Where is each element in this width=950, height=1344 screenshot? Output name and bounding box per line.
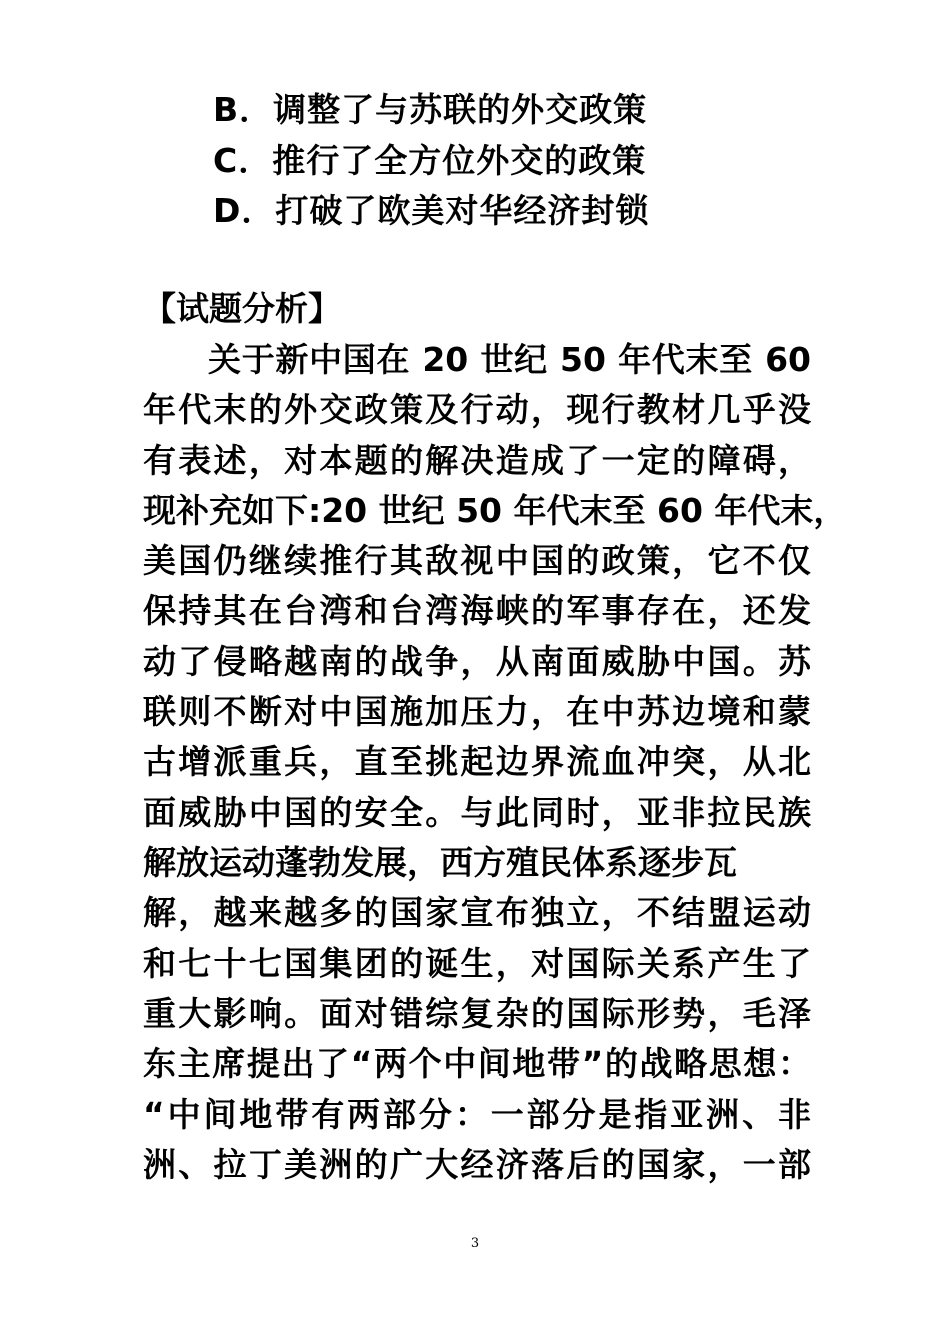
analysis-line: 现补充如下:20 世纪 50 年代末至 60 年代末， bbox=[143, 491, 847, 530]
analysis-line: 东主席提出了“两个中间地带”的战略思想： bbox=[143, 1044, 811, 1083]
option-c: C．推行了全方位外交的政策 bbox=[213, 141, 647, 180]
option-b: B．调整了与苏联的外交政策 bbox=[213, 90, 648, 129]
analysis-line: 保持其在台湾和台湾海峡的军事存在，还发 bbox=[143, 591, 811, 630]
analysis-line: 年代末的外交政策及行动，现行教材几乎没 bbox=[143, 390, 811, 429]
analysis-line: 面威胁中国的安全。与此同时，亚非拉民族 bbox=[143, 793, 811, 832]
analysis-line: 洲、拉丁美洲的广大经济落后的国家，一部 bbox=[143, 1145, 811, 1184]
page-number: 3 bbox=[470, 1236, 480, 1251]
analysis-line: 和七十七国集团的诞生，对国际关系产生了 bbox=[143, 944, 811, 983]
analysis-line: 重大影响。面对错综复杂的国际形势，毛泽 bbox=[143, 994, 811, 1033]
analysis-line: “中间地带有两部分：一部分是指亚洲、非 bbox=[143, 1095, 811, 1134]
analysis-line: 美国仍继续推行其敌视中国的政策，它不仅 bbox=[143, 541, 811, 580]
option-d: D．打破了欧美对华经济封锁 bbox=[213, 191, 650, 230]
analysis-line: 解放运动蓬勃发展，西方殖民体系逐步瓦 bbox=[143, 843, 737, 882]
analysis-heading: 【试题分析】 bbox=[143, 289, 341, 328]
analysis-line: 古增派重兵，直至挑起边界流血冲突，从北 bbox=[143, 742, 811, 781]
analysis-line: 联则不断对中国施加压力，在中苏边境和蒙 bbox=[143, 692, 811, 731]
analysis-line: 动了侵略越南的战争，从南面威胁中国。苏 bbox=[143, 642, 811, 681]
analysis-line: 有表述，对本题的解决造成了一定的障碍， bbox=[143, 441, 811, 480]
analysis-line: 关于新中国在 20 世纪 50 年代末至 60 bbox=[208, 340, 811, 379]
analysis-line: 解，越来越多的国家宣布独立，不结盟运动 bbox=[143, 893, 811, 932]
